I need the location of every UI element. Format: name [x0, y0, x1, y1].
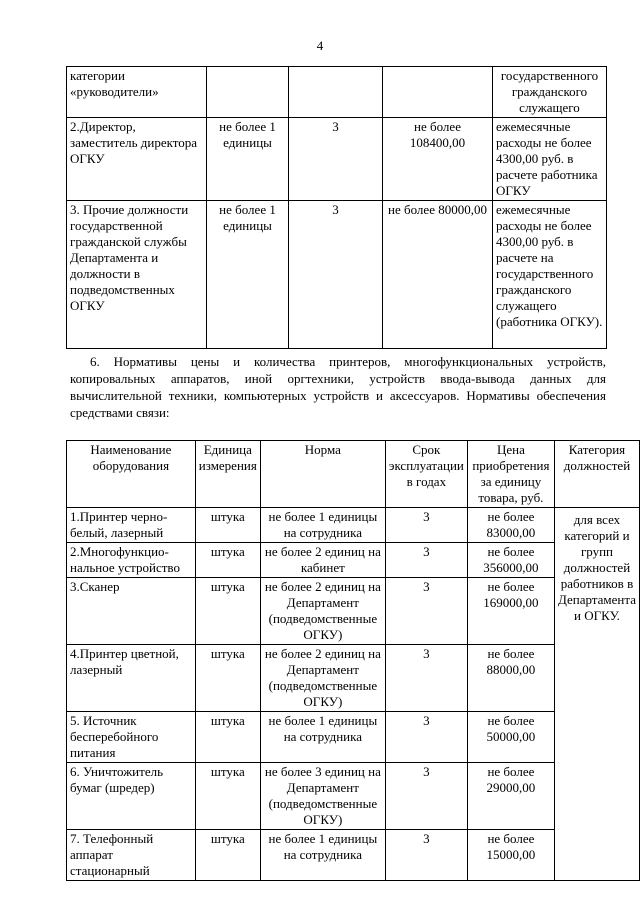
unit-cell: штука	[195, 830, 260, 881]
qty-cell: не более 1 единицы	[207, 118, 289, 201]
category-cell: для всех категорий и групп должностей работников в Департамента и ОГКУ.	[554, 508, 639, 881]
norm-cell: не более 2 единиц на кабинет	[260, 543, 385, 578]
price-cell	[383, 67, 493, 118]
name-cell: 5. Источник бесперебойного питания	[67, 712, 196, 763]
expenses-cell: государственного гражданского служащего	[493, 67, 607, 118]
position-cell: 2.Директор, заместитель директора ОГКУ	[67, 118, 207, 201]
equipment-table	[66, 440, 640, 881]
price-cell: не более 50000,00	[467, 712, 554, 763]
unit-cell: штука	[195, 712, 260, 763]
table-row	[67, 712, 640, 763]
header-term: Срок эксплуатации в годах	[385, 441, 467, 508]
term-cell: 3	[385, 543, 467, 578]
price-cell: не более 83000,00	[467, 508, 554, 543]
unit-cell: штука	[195, 578, 260, 645]
price-cell: не более 88000,00	[467, 645, 554, 712]
norm-cell: не более 1 единицы на сотрудника	[260, 830, 385, 881]
table-row	[67, 578, 640, 645]
position-cell: 3. Прочие должности государственной гражданской службы Департамента и должности в подведомственных ОГКУ	[67, 201, 207, 349]
term-cell: 3	[385, 763, 467, 830]
name-cell: 6. Уничтожитель бумаг (шредер)	[67, 763, 196, 830]
table-row	[67, 645, 640, 712]
expenses-cell: ежемесячные расходы не более 4300,00 руб. в расчете работника ОГКУ	[493, 118, 607, 201]
expenses-cell: ежемесячные расходы не более 4300,00 руб. в расчете на государственного гражданского служащего (работника ОГКУ).	[493, 201, 607, 349]
page-number: 4	[316, 38, 324, 53]
norm-cell: не более 2 единиц на Департамент (подведомственные ОГКУ)	[260, 645, 385, 712]
unit-cell: штука	[195, 763, 260, 830]
price-cell: не более 108400,00	[383, 118, 493, 201]
qty-cell: не более 1 единицы	[207, 201, 289, 349]
table-row	[67, 543, 640, 578]
position-cell: категории «руководители»	[67, 67, 207, 118]
price-cell: не более 356000,00	[467, 543, 554, 578]
norm-cell: не более 3 единиц на Департамент (подведомственные ОГКУ)	[260, 763, 385, 830]
term-cell: 3	[385, 712, 467, 763]
name-cell: 3.Сканер	[67, 578, 196, 645]
paragraph-text: 6. Нормативы цены и количества принтеров, многофункциональных устройств, копировальных аппаратов, иной оргтехники, устройств ввода-вывода данных для вычислительной техники, компьютерных устройств и аксессуаров. Нормативы обеспечения средствами связи:	[70, 354, 606, 420]
table-row	[67, 201, 607, 349]
price-cell: не более 169000,00	[467, 578, 554, 645]
header-unit: Единица измерения	[195, 441, 260, 508]
header-norm: Норма	[260, 441, 385, 508]
price-cell: не более 29000,00	[467, 763, 554, 830]
header-category: Категория должностей	[554, 441, 639, 508]
header-name: Наименование оборудования	[67, 441, 196, 508]
qty-cell	[207, 67, 289, 118]
table-row	[67, 763, 640, 830]
name-cell: 1.Принтер черно-белый, лазерный	[67, 508, 196, 543]
term-cell: 3	[385, 508, 467, 543]
table-row	[67, 830, 640, 881]
unit-cell: штука	[195, 508, 260, 543]
norm-cell: не более 1 единицы на сотрудника	[260, 508, 385, 543]
term-cell: 3	[385, 645, 467, 712]
unit-cell: штука	[195, 543, 260, 578]
header-price: Цена приобретения за единицу товара, руб.	[467, 441, 554, 508]
section-6-paragraph	[70, 353, 606, 421]
header-row	[67, 441, 640, 508]
norm-cell: не более 1 единицы на сотрудника	[260, 712, 385, 763]
name-cell: 2.Многофункцио-нальное устройство	[67, 543, 196, 578]
count-cell: 3	[289, 118, 383, 201]
unit-cell: штука	[195, 645, 260, 712]
term-cell: 3	[385, 578, 467, 645]
name-cell: 7. Телефонный аппарат стационарный	[67, 830, 196, 881]
table-row	[67, 118, 607, 201]
norm-cell: не более 2 единиц на Департамент (подведомственные ОГКУ)	[260, 578, 385, 645]
count-cell: 3	[289, 201, 383, 349]
price-cell: не более 15000,00	[467, 830, 554, 881]
term-cell: 3	[385, 830, 467, 881]
positions-table	[66, 66, 607, 349]
table-row	[67, 508, 640, 543]
table-row	[67, 67, 607, 118]
name-cell: 4.Принтер цветной, лазерный	[67, 645, 196, 712]
price-cell: не более 80000,00	[383, 201, 493, 349]
count-cell	[289, 67, 383, 118]
